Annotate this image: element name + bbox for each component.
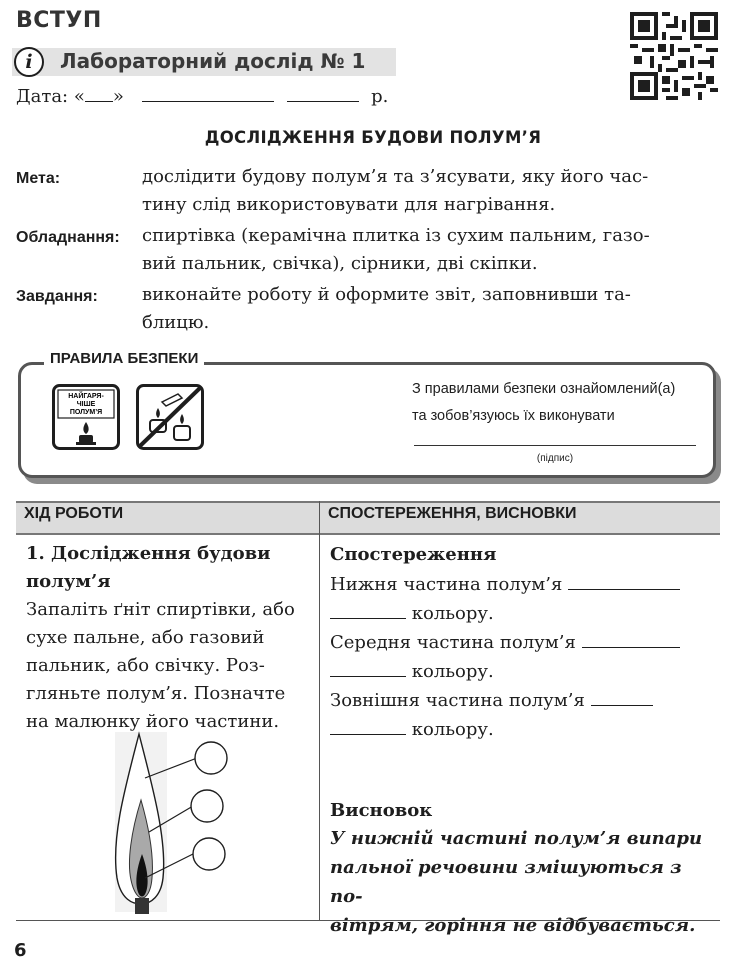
date-suffix: р.: [371, 86, 389, 107]
field-text-goal: [142, 163, 716, 219]
text-line: на малюнку його частини.: [26, 711, 280, 732]
text-line: вий пальник, свічка), сірники, дві скіпки.: [142, 253, 538, 274]
date-quote-close: »: [112, 86, 124, 107]
observation-text: кольору.: [411, 603, 494, 624]
observation-text: Зовнішня частина полум’я: [330, 690, 585, 711]
wick: [135, 898, 149, 914]
column-header-procedure: ХІД РОБОТИ: [24, 505, 124, 522]
signature-field[interactable]: [414, 445, 696, 446]
conclusion-title: Висновок: [330, 800, 433, 821]
text-line: тину слід використовувати для нагрівання.: [142, 194, 556, 215]
field-text-task: [142, 281, 716, 337]
text-line: спиртівка (керамічна плитка із сухим пальним, газо-: [142, 225, 650, 246]
text-line: У нижній частині полум’я випари: [330, 828, 703, 849]
answer-blank[interactable]: [582, 633, 680, 648]
observation-line: [330, 657, 714, 686]
text-line: 1. Дослідження будови: [26, 543, 271, 564]
text-line: пальник, або свічку. Роз-: [26, 655, 265, 676]
conclusion-text: [330, 824, 714, 940]
text-line: виконайте роботу й оформите звіт, заповнивши та-: [142, 284, 631, 305]
text-line: Запаліть ґніт спиртівки, або: [26, 599, 295, 620]
date-year-blank[interactable]: [287, 87, 359, 102]
column-header-observations: СПОСТЕРЕЖЕННЯ, ВИСНОВКИ: [328, 505, 577, 522]
qr-code-icon: [630, 12, 718, 100]
observation-line: [330, 686, 714, 715]
text-line: пальної речовини змішуються з по-: [330, 857, 682, 907]
date-row: [16, 86, 388, 107]
table-bottom-rule: [16, 920, 720, 921]
flammable-warning-icon: [52, 384, 120, 450]
answer-blank[interactable]: [330, 604, 406, 619]
text-line: блицю.: [142, 312, 210, 333]
field-label-goal: Мета:: [16, 170, 61, 187]
page-title: ДОСЛІДЖЕННЯ БУДОВИ ПОЛУМ’Я: [204, 128, 542, 147]
text-line: дослідити будову полум’я та з’ясувати, яку його час-: [142, 166, 649, 187]
observation-line: [330, 599, 714, 628]
field-label-task: Завдання:: [16, 288, 98, 305]
no-lighting-from-lamp-icon: [136, 384, 204, 450]
observations-list: [330, 570, 714, 744]
answer-blank[interactable]: [568, 575, 680, 590]
text-line: вітрям, горіння не відбувається.: [330, 915, 696, 936]
text-line: сухе пальне, або газовий: [26, 627, 265, 648]
ack-line: З правилами безпеки ознайомлений(а): [412, 381, 676, 397]
safety-label: ПРАВИЛА БЕЗПЕКИ: [44, 350, 204, 367]
step-title: [26, 540, 310, 596]
observation-line: [330, 570, 714, 599]
text-line: полум’я: [26, 571, 111, 592]
label-circle-outer[interactable]: [195, 742, 227, 774]
observation-text: Нижня частина полум’я: [330, 574, 563, 595]
info-icon: i: [14, 47, 44, 77]
answer-blank[interactable]: [330, 662, 406, 677]
column-divider: [319, 501, 320, 921]
sign-text-line: ПОЛУМ’Я: [69, 409, 103, 416]
observation-text: Середня частина полум’я: [330, 632, 576, 653]
lab-title: Лабораторний дослід № 1: [60, 49, 366, 73]
observations-title: Спостереження: [330, 544, 497, 565]
answer-blank[interactable]: [330, 720, 406, 735]
date-month-blank[interactable]: [142, 87, 274, 102]
date-day-blank[interactable]: [85, 87, 113, 102]
text-line: гляньте полум’я. Позначте: [26, 683, 286, 704]
observation-text: кольору.: [411, 661, 494, 682]
signature-caption: (підпис): [536, 453, 574, 464]
date-label: Дата: «: [16, 86, 85, 107]
field-text-equipment: [142, 222, 716, 278]
flame-diagram: [105, 728, 255, 916]
step-instructions: [26, 596, 310, 736]
observation-line: [330, 628, 714, 657]
sign-text-line: НАЙГАРЯ-: [68, 393, 104, 400]
page-number: 6: [14, 940, 27, 961]
label-circle-middle[interactable]: [191, 790, 223, 822]
field-label-equipment: Обладнання:: [16, 229, 120, 246]
label-circle-inner[interactable]: [193, 838, 225, 870]
ack-line: та зобов’язуюсь їх виконувати: [412, 408, 615, 424]
observation-line: [330, 715, 714, 744]
section-label: ВСТУП: [16, 8, 102, 33]
observation-text: кольору.: [411, 719, 494, 740]
safety-acknowledgement: [412, 376, 675, 430]
sign-text-line: ЧІШЕ: [76, 401, 96, 408]
answer-blank[interactable]: [591, 691, 653, 706]
